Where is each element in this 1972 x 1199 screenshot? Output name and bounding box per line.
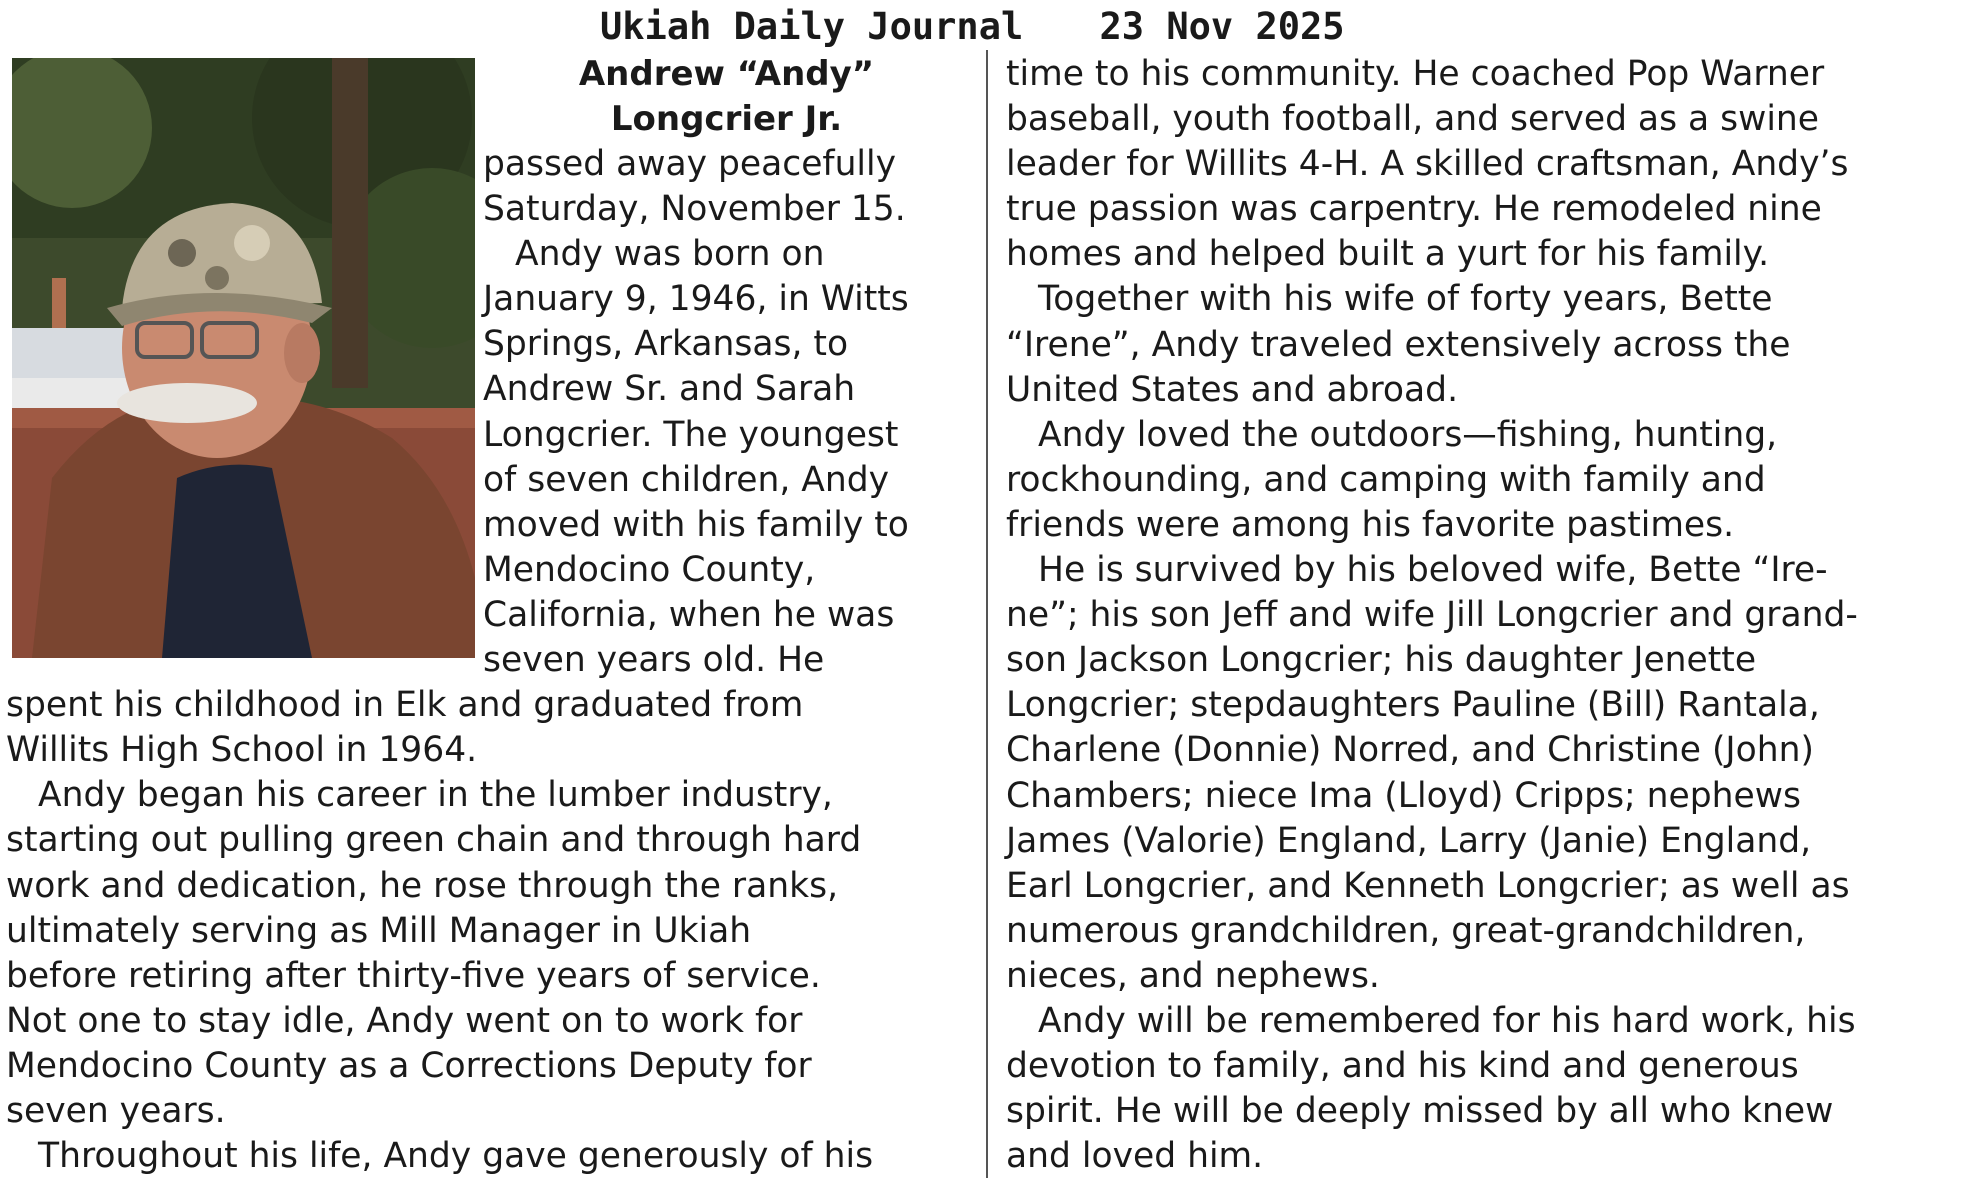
left-line: Andy began his career in the lumber industry, <box>38 775 833 816</box>
right-line: friends were among his favorite pastimes. <box>1006 504 1735 545</box>
decedent-name-line-2: Longcrier Jr. <box>610 99 843 139</box>
left-line: moved with his family to <box>483 504 909 545</box>
left-line: Longcrier. The youngest <box>483 414 899 455</box>
left-line: Andy was born on <box>515 234 825 275</box>
left-line: Not one to stay idle, Andy went on to work for <box>6 1000 803 1041</box>
right-line: Longcrier; stepdaughters Pauline (Bill) Rantala, <box>1006 685 1820 726</box>
left-line: Willits High School in 1964. <box>6 730 478 771</box>
left-line: ultimately serving as Mill Manager in Ukiah <box>6 910 752 951</box>
right-line: Charlene (Donnie) Norred, and Christine (John) <box>1006 730 1814 771</box>
right-line: Andy loved the outdoors—fishing, hunting, <box>1038 414 1778 455</box>
left-line: Mendocino County, <box>483 549 816 590</box>
right-line: son Jackson Longcrier; his daughter Jenette <box>1006 640 1757 681</box>
right-line: Andy will be remembered for his hard work, his <box>1038 1000 1856 1041</box>
left-line: spent his childhood in Elk and graduated from <box>6 685 804 726</box>
right-line: James (Valorie) England, Larry (Janie) England, <box>1006 820 1812 861</box>
right-line: leader for Willits 4-H. A skilled craftsman, Andy’s <box>1006 144 1849 185</box>
left-line: work and dedication, he rose through the ranks, <box>6 865 839 906</box>
right-line: spirit. He will be deeply missed by all who knew <box>1006 1091 1834 1132</box>
left-line: before retiring after thirty-five years of service. <box>6 955 821 996</box>
right-line: “Irene”, Andy traveled extensively across the <box>1006 324 1791 365</box>
obituary-right-column <box>1006 52 1966 1182</box>
left-line: passed away peacefully <box>483 144 897 184</box>
left-line: January 9, 1946, in Witts <box>483 279 909 320</box>
right-line: ne”; his son Jeff and wife Jill Longcrier and grand- <box>1006 595 1858 636</box>
right-line: time to his community. He coached Pop Warner <box>1006 54 1825 94</box>
left-line: Throughout his life, Andy gave generously of his <box>38 1136 874 1177</box>
right-line: numerous grandchildren, great-grandchildren, <box>1006 910 1806 951</box>
left-line: seven years old. He <box>483 640 825 681</box>
right-line: homes and helped built a yurt for his family. <box>1006 234 1770 275</box>
right-line: nieces, and nephews. <box>1006 955 1380 996</box>
decedent-name-line-1: Andrew “Andy” <box>578 54 875 94</box>
right-line: Earl Longcrier, and Kenneth Longcrier; as well as <box>1006 865 1850 906</box>
left-line: Mendocino County as a Corrections Deputy for <box>6 1045 812 1086</box>
right-line: true passion was carpentry. He remodeled nine <box>1006 189 1822 230</box>
right-line: Chambers; niece Ima (Lloyd) Cripps; nephews <box>1006 775 1801 816</box>
left-line: of seven children, Andy <box>483 459 890 500</box>
right-line: baseball, youth football, and served as a swine <box>1006 99 1819 140</box>
obituary-left-column <box>6 52 970 1182</box>
right-line: United States and abroad. <box>1006 369 1459 410</box>
publication-date: 23 Nov 2025 <box>1099 5 1345 48</box>
left-line: seven years. <box>6 1090 226 1131</box>
left-line: Springs, Arkansas, to <box>483 324 849 365</box>
left-line: starting out pulling green chain and through hard <box>6 820 862 861</box>
column-divider <box>986 50 988 1178</box>
right-line: and loved him. <box>1006 1136 1264 1177</box>
left-line: Saturday, November 15. <box>483 189 906 230</box>
right-line: He is survived by his beloved wife, Bette “Ire- <box>1038 550 1828 591</box>
right-line: devotion to family, and his kind and generous <box>1006 1046 1799 1087</box>
left-line: Andrew Sr. and Sarah <box>483 369 856 410</box>
right-line: Together with his wife of forty years, Bette <box>1038 279 1773 320</box>
masthead <box>600 2 1345 52</box>
publication-name: Ukiah Daily Journal <box>600 5 1024 48</box>
left-line: California, when he was <box>483 594 895 635</box>
right-line: rockhounding, and camping with family and <box>1006 459 1766 500</box>
